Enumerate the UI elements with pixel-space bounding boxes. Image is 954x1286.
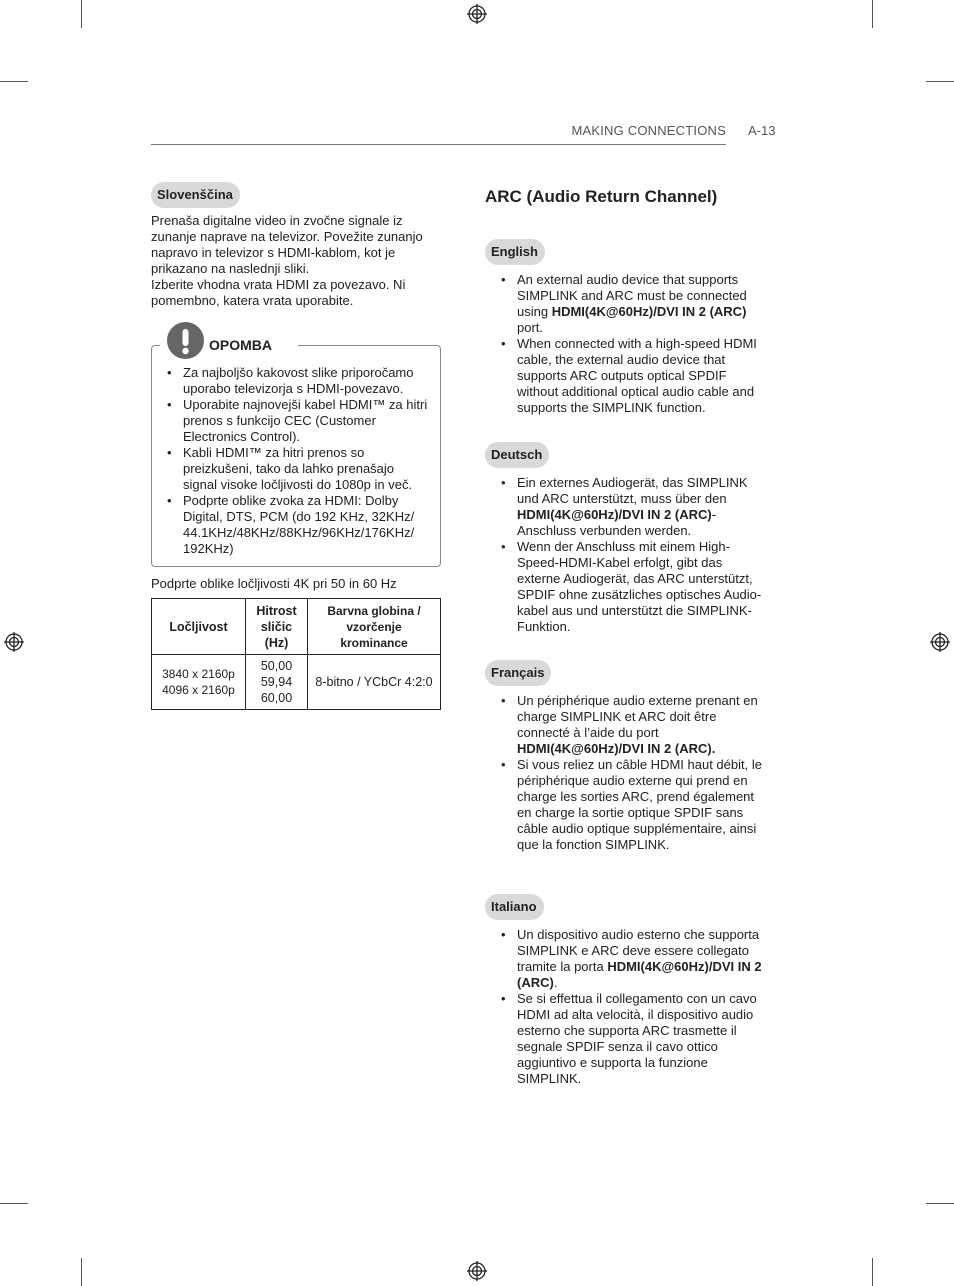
registration-mark-icon	[467, 4, 487, 24]
registration-mark-icon	[930, 632, 950, 652]
text: Un périphérique audio externe prenant en charge SIMPLINK et ARC doit être connecté à l’aide du port	[517, 693, 758, 740]
text: -Anschluss verbunden werden.	[517, 507, 717, 538]
list-item	[501, 272, 763, 336]
table-header	[152, 599, 246, 655]
bullet-list	[501, 927, 763, 1087]
list-item: • Za najboljšo kakovost slike priporočamo uporabo televizorja s HDMI-povezavo.	[167, 365, 429, 397]
list-item	[501, 927, 763, 991]
header-text: sličic	[260, 619, 293, 634]
language-label: Italiano	[485, 894, 544, 920]
list-item: • Kabli HDMI™ za hitri prenos so preizkušeni, tako da lahko prenašajo signal visoke ločljivosti do 1080p in več.	[167, 445, 429, 493]
note-list	[167, 365, 429, 557]
crop-mark	[81, 0, 82, 28]
header-text: Ločljivost	[169, 619, 228, 634]
header-text: vzorčenje krominance	[340, 619, 408, 650]
text: .	[553, 975, 558, 990]
page-header	[151, 122, 726, 145]
port-name: HDMI(4K@60Hz)/DVI IN 2 (ARC)	[517, 507, 712, 522]
text: Un dispositivo audio esterno che supporta SIMPLINK e ARC deve essere collegato tramite la porta	[517, 927, 760, 974]
language-label: Deutsch	[485, 442, 549, 468]
text: port.	[517, 320, 544, 335]
intro-paragraph	[151, 213, 436, 309]
note-title: OPOMBA	[209, 337, 272, 353]
list-item	[501, 475, 763, 539]
page-number: A-13	[748, 123, 776, 138]
bullet-list	[501, 693, 763, 853]
section-title: MAKING CONNECTIONS	[571, 123, 726, 138]
crop-mark	[872, 0, 873, 28]
port-name: HDMI(4K@60Hz)/DVI IN 2 (ARC).	[517, 741, 716, 756]
crop-mark	[926, 81, 954, 82]
crop-mark	[0, 1203, 28, 1204]
cell-text: 60,00	[260, 691, 293, 705]
table-cell	[152, 655, 246, 710]
table-header	[308, 599, 441, 655]
cell-text: 50,00	[260, 659, 293, 673]
header-text: Hitrost	[256, 603, 297, 618]
registration-mark-icon	[467, 1261, 487, 1281]
list-item: • When connected with a high-speed HDMI cable, the external audio device that supports ARC outputs optical SPDIF without additional optical audio cable and supports the SIMPLINK function.	[501, 336, 763, 416]
text: An external audio device that supports SIMPLINK and ARC must be connected using	[517, 272, 747, 319]
list-item: • Wenn der Anschluss mit einem High-Speed-HDMI-Kabel erfolgt, gibt das externe Audiogerät, das ARC unterstützt, SPDIF ohne zusätzliches optisches Audio-kabel aus und unterstützt die SIMPLINK-Funktion.	[501, 539, 763, 635]
registration-mark-icon	[4, 632, 24, 652]
table-caption: Podprte oblike ločljivosti 4K pri 50 in 60 Hz	[151, 576, 397, 591]
list-item: • Podprte oblike zvoka za HDMI: Dolby Digital, DTS, PCM (do 192 KHz, 32KHz/ 44.1KHz/48KHz/88KHz/96KHz/176KHz/ 192KHz)	[167, 493, 429, 557]
list-item: • Si vous reliez un câble HDMI haut débit, le périphérique audio externe qui prend en charge les sorties ARC, prend également en charge la sortie optique SPDIF sans câble audio optique supplémentaire, ainsi que la fonction SIMPLINK.	[501, 757, 763, 853]
crop-mark	[872, 1258, 873, 1286]
port-name: HDMI(4K@60Hz)/DVI IN 2 (ARC)	[551, 304, 747, 319]
bullet-list	[501, 475, 763, 635]
table-cell	[246, 655, 308, 710]
paragraph-text: Prenaša digitalne video in zvočne signale iz zunanje naprave na televizor. Povežite zunanjo napravo in televizor s HDMI-kablom, kot je prikazano na naslednji sliki.	[151, 213, 423, 276]
language-label: English	[485, 239, 545, 265]
header-text: (Hz)	[264, 635, 289, 650]
list-item	[501, 693, 763, 757]
cell-text: 3840 x 2160p	[162, 667, 235, 681]
list-item: • Uporabite najnovejši kabel HDMI™ za hitri prenos s funkcijo CEC (Customer Electronics Control).	[167, 397, 429, 445]
crop-mark	[0, 81, 28, 82]
crop-mark	[926, 1203, 954, 1204]
port-name: HDMI(4K@60Hz)/DVI IN 2 (ARC)	[517, 959, 762, 990]
list-item: • Se si effettua il collegamento con un cavo HDMI ad alta velocità, il dispositivo audio esterno che supporta ARC trasmette il segnale SPDIF senza il cavo ottico aggiuntivo e supporta la funzione SIMPLINK.	[501, 991, 763, 1087]
exclamation-icon	[167, 322, 204, 359]
crop-mark	[81, 1258, 82, 1286]
resolution-table	[151, 598, 441, 710]
language-label: Slovenščina	[151, 182, 240, 208]
language-label: Français	[485, 660, 551, 686]
cell-text: 59,94	[260, 675, 293, 689]
bullet-list	[501, 272, 763, 416]
table-row	[152, 599, 441, 655]
header-text: Barvna globina /	[327, 603, 421, 618]
table-header	[246, 599, 308, 655]
section-heading: ARC (Audio Return Channel)	[485, 187, 718, 206]
cell-text: 4096 x 2160p	[162, 683, 235, 697]
text: Ein externes Audiogerät, das SIMPLINK und ARC unterstützt, muss über den	[517, 475, 748, 506]
table-cell: 8-bitno / YCbCr 4:2:0	[308, 655, 441, 710]
table-row	[152, 655, 441, 710]
paragraph-text: Izberite vhodna vrata HDMI za povezavo. Ni pomembno, katera vrata uporabite.	[151, 277, 406, 308]
